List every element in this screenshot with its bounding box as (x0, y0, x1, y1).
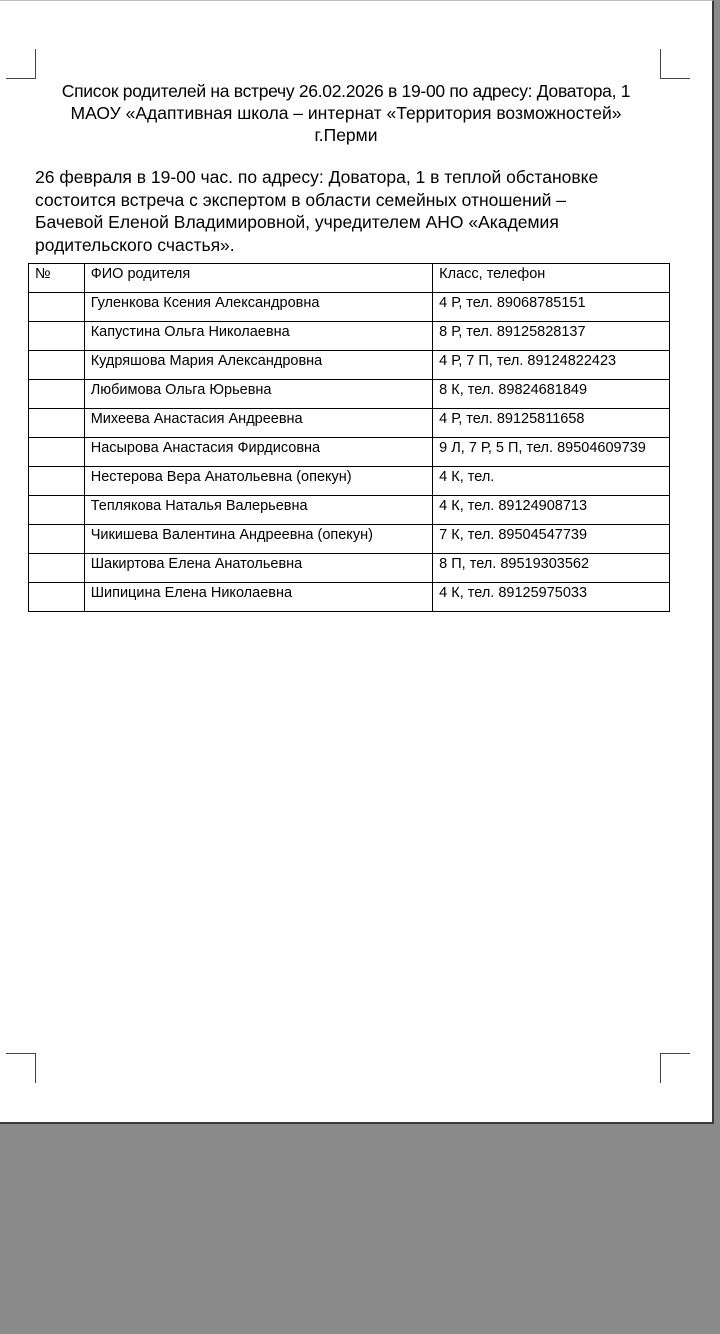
margin-mark-top-left (6, 49, 36, 79)
title-line-2: МАОУ «Адаптивная школа – интернат «Территория возможностей» (70, 103, 622, 123)
table-row (29, 438, 670, 467)
table-row (29, 409, 670, 438)
row-number (29, 322, 85, 351)
title-line-1: Список родителей на встречу 26.02.2026 в 19-00 по адресу: Доватора, 1 (61, 81, 631, 101)
document-title (30, 80, 662, 146)
row-number (29, 293, 85, 322)
row-number (29, 438, 85, 467)
table-row (29, 293, 670, 322)
class-phone: 8 Р, тел. 89125828137 (433, 322, 670, 351)
header-number: № (29, 264, 85, 293)
class-phone: 4 Р, тел. 89068785151 (433, 293, 670, 322)
parent-name: Кудряшова Мария Александровна (84, 351, 432, 380)
class-phone: 4 К, тел. 89125975033 (433, 583, 670, 612)
parent-name: Насырова Анастасия Фирдисовна (84, 438, 432, 467)
class-phone: 4 Р, тел. 89125811658 (433, 409, 670, 438)
table-header-row (29, 264, 670, 293)
table-row (29, 583, 670, 612)
title-line-3: г.Перми (314, 125, 378, 145)
class-phone: 9 Л, 7 Р, 5 П, тел. 89504609739 (433, 438, 670, 467)
class-phone: 8 К, тел. 89824681849 (433, 380, 670, 409)
row-number (29, 554, 85, 583)
parent-name: Нестерова Вера Анатольевна (опекун) (84, 467, 432, 496)
header-class-phone: Класс, телефон (433, 264, 670, 293)
parent-name: Капустина Ольга Николаевна (84, 322, 432, 351)
row-number (29, 525, 85, 554)
table-row (29, 554, 670, 583)
parent-name: Теплякова Наталья Валерьевна (84, 496, 432, 525)
parent-name: Михеева Анастасия Андреевна (84, 409, 432, 438)
parent-name: Любимова Ольга Юрьевна (84, 380, 432, 409)
class-phone: 4 К, тел. (433, 467, 670, 496)
row-number (29, 496, 85, 525)
parent-name: Шакиртова Елена Анатольевна (84, 554, 432, 583)
class-phone: 7 К, тел. 89504547739 (433, 525, 670, 554)
class-phone: 8 П, тел. 89519303562 (433, 554, 670, 583)
table-row (29, 351, 670, 380)
intro-paragraph: 26 февраля в 19-00 час. по адресу: Доватора, 1 в теплой обстановке состоится встреча с экспертом в области семейных отношений – Бачевой Еленой Владимировной, учредителем АНО «Академия родительского счастья». (35, 167, 599, 255)
row-number (29, 467, 85, 496)
class-phone: 4 К, тел. 89124908713 (433, 496, 670, 525)
parent-name: Шипицина Елена Николаевна (84, 583, 432, 612)
margin-mark-bottom-right (660, 1053, 690, 1083)
table-row (29, 322, 670, 351)
parents-table (28, 263, 670, 612)
row-number (29, 380, 85, 409)
row-number (29, 351, 85, 380)
margin-mark-top-right (660, 49, 690, 79)
parent-name: Чикишева Валентина Андреевна (опекун) (84, 525, 432, 554)
table-row (29, 380, 670, 409)
table-row (29, 496, 670, 525)
margin-mark-bottom-left (6, 1053, 36, 1083)
row-number (29, 409, 85, 438)
parent-name: Гуленкова Ксения Александровна (84, 293, 432, 322)
header-name: ФИО родителя (84, 264, 432, 293)
table-row (29, 467, 670, 496)
class-phone: 4 Р, 7 П, тел. 89124822423 (433, 351, 670, 380)
table-row (29, 525, 670, 554)
row-number (29, 583, 85, 612)
